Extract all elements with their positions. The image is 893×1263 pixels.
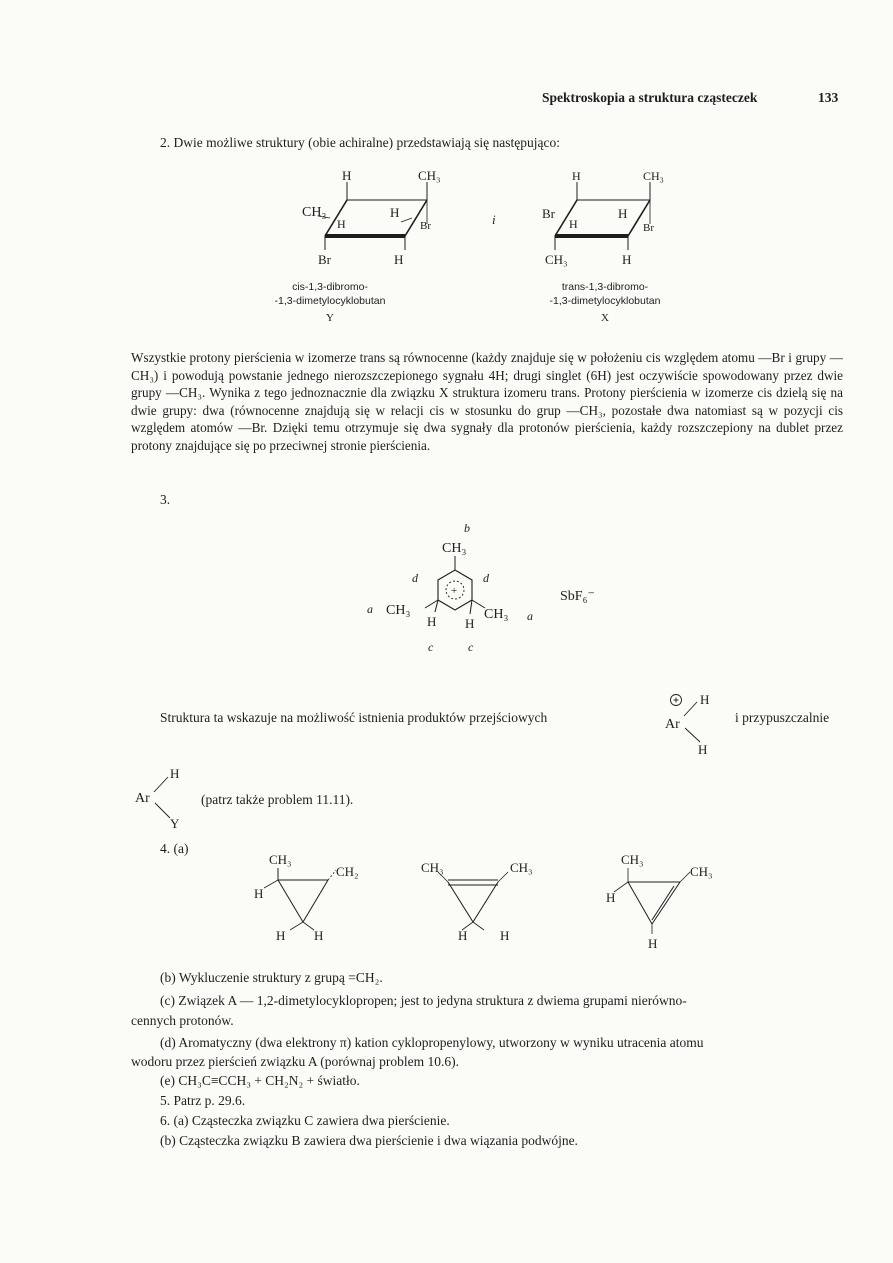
cis-caption-line2: -1,3-dimetylocyklobutan xyxy=(274,295,386,307)
svg-text:Br: Br xyxy=(643,222,654,234)
label-a-left: a xyxy=(367,602,373,616)
label-c-right: c xyxy=(468,640,474,654)
svg-text:CH₃: CH₃ xyxy=(621,852,644,867)
item-e: (e) CH₃C≡CCH₃ + CH₂N₂ + światło. xyxy=(160,1073,360,1088)
section-3-text-b: i przypuszczalnie xyxy=(735,710,830,725)
item-6a: 6. (a) Cząsteczka związku C zawiera dwa pierścienie. xyxy=(160,1113,450,1128)
svg-text:CH₃: CH₃ xyxy=(545,252,568,267)
label-b: b xyxy=(464,521,470,535)
svg-text:Br: Br xyxy=(318,252,331,267)
page-number: 133 xyxy=(818,90,839,105)
trans-caption-line1: trans-1,3-dibromo- xyxy=(561,281,649,293)
item-5: 5. Patrz p. 29.6. xyxy=(160,1093,246,1108)
cis-caption xyxy=(250,280,410,325)
trans-caption xyxy=(525,280,685,325)
svg-text:H: H xyxy=(572,169,581,183)
svg-text:H: H xyxy=(390,205,400,220)
svg-text:H: H xyxy=(698,742,708,756)
ch3-left: CH₃ xyxy=(386,603,411,618)
svg-text:H: H xyxy=(337,217,346,231)
svg-text:H: H xyxy=(458,928,468,943)
svg-text:CH₃: CH₃ xyxy=(418,168,441,183)
ch3-top: CH₃ xyxy=(442,541,467,556)
label-d-left: d xyxy=(412,571,418,585)
item-c-line2: cennych protonów. xyxy=(131,1013,234,1028)
svg-text:CH₃: CH₃ xyxy=(421,860,444,875)
ar-h-h-structure xyxy=(658,688,718,756)
svg-text:CH₃: CH₃ xyxy=(643,169,664,183)
cation-structure xyxy=(355,508,635,658)
label-d-right: d xyxy=(483,571,489,585)
svg-text:H: H xyxy=(500,928,510,943)
svg-text:CH₃: CH₃ xyxy=(269,852,292,867)
ar-h-y-structure xyxy=(132,762,192,832)
structure-2 xyxy=(421,860,533,943)
section-2-intro: 2. Dwie możliwe struktury (obie achiralne) przedstawiają się następująco: xyxy=(160,135,560,150)
h-right: H xyxy=(465,616,475,631)
h-left: H xyxy=(427,614,437,629)
item-b: (b) Wykluczenie struktury z grupą =CH₂. xyxy=(160,970,383,985)
svg-text:H: H xyxy=(314,928,324,943)
item-d-line2: wodoru przez pierścień związku A (porównaj problem 10.6). xyxy=(131,1054,460,1069)
anion: SbF₆⁻ xyxy=(560,589,595,604)
svg-text:CH₃: CH₃ xyxy=(690,864,713,879)
structure-separator: i xyxy=(492,212,496,227)
cyclopropane-structures xyxy=(248,842,728,954)
svg-text:H: H xyxy=(342,168,352,183)
section-3-number: 3. xyxy=(160,492,171,507)
item-d-line1: (d) Aromatyczny (dwa elektrony π) kation cyklopropenylowy, utworzony w wyniku utracenia atomu xyxy=(160,1035,704,1050)
running-title: Spektroskopia a struktura cząsteczek xyxy=(542,90,758,105)
svg-text:H: H xyxy=(648,936,658,951)
trans-structure xyxy=(542,169,664,267)
ch3-right: CH₃ xyxy=(484,607,509,622)
svg-text:CH₃: CH₃ xyxy=(302,205,327,220)
svg-text:CH₂: CH₂ xyxy=(336,864,359,879)
cis-structure xyxy=(302,168,441,267)
cyclobutane-structures xyxy=(290,166,680,278)
item-c-line1: (c) Związek A — 1,2-dimetylocyklopropen; jest to jedyna struktura z dwiema grupami nierówno- xyxy=(160,993,687,1008)
trans-letter: X xyxy=(601,312,609,324)
cis-letter: Y xyxy=(326,312,334,324)
item-6b: (b) Cząsteczka związku B zawiera dwa pierścienie i dwa wiązania podwójne. xyxy=(160,1133,578,1148)
svg-text:H: H xyxy=(254,886,264,901)
trans-caption-line2: -1,3-dimetylocyklobutan xyxy=(549,295,661,307)
svg-text:Br: Br xyxy=(542,206,555,221)
section-3-note: (patrz także problem 11.11). xyxy=(201,792,354,807)
section-2-paragraph: Wszystkie protony pierścienia w izomerze trans są równocenne (każdy znajduje się w położeniu cis względem atomu —Br i grupy —CH₃) i powodują powstanie jednego nierozszczepionego sygnału 4H; drugi singlet (6H) jest oczywiście spowodowany przez dwie grupy —CH₃. Wynika z tego jednoznacznie dla związku X struktura izomeru trans. Protony pierścienia w izomerze cis dzielą się na dwie grupy: dwa (równocenne znajdują się w relacji cis w stosunku do grup —CH₃, pozostałe dwa natomiast są w pozycji cis względem atomów —Br. Dzięki temu otrzymuje się dwa sygnały dla protonów pierścienia, każdy rozszczepiony na dublet przez protony znajdujące się po przeciwnej stronie pierścienia. xyxy=(131,350,843,453)
cis-caption-line1: cis-1,3-dibromo- xyxy=(292,281,368,293)
svg-text:Y: Y xyxy=(170,816,180,831)
svg-text:H: H xyxy=(170,766,180,781)
svg-text:Ar: Ar xyxy=(135,791,150,806)
svg-text:H: H xyxy=(276,928,286,943)
section-3-text-a: Struktura ta wskazuje na możliwość istnienia produktów przejściowych xyxy=(160,710,548,725)
structure-3 xyxy=(606,852,713,951)
structure-1 xyxy=(254,852,359,943)
label-a-right: a xyxy=(527,609,533,623)
svg-text:H: H xyxy=(606,890,616,905)
label-c-left: c xyxy=(428,640,434,654)
svg-text:H: H xyxy=(700,692,710,707)
svg-text:H: H xyxy=(569,217,578,231)
svg-text:Br: Br xyxy=(420,220,431,232)
svg-text:Ar: Ar xyxy=(665,717,680,732)
plus-sign: + xyxy=(451,585,458,597)
section-4-number: 4. (a) xyxy=(160,841,189,856)
svg-text:CH₃: CH₃ xyxy=(510,860,533,875)
svg-text:H: H xyxy=(622,252,632,267)
svg-text:H: H xyxy=(618,206,628,221)
svg-text:H: H xyxy=(394,252,404,267)
